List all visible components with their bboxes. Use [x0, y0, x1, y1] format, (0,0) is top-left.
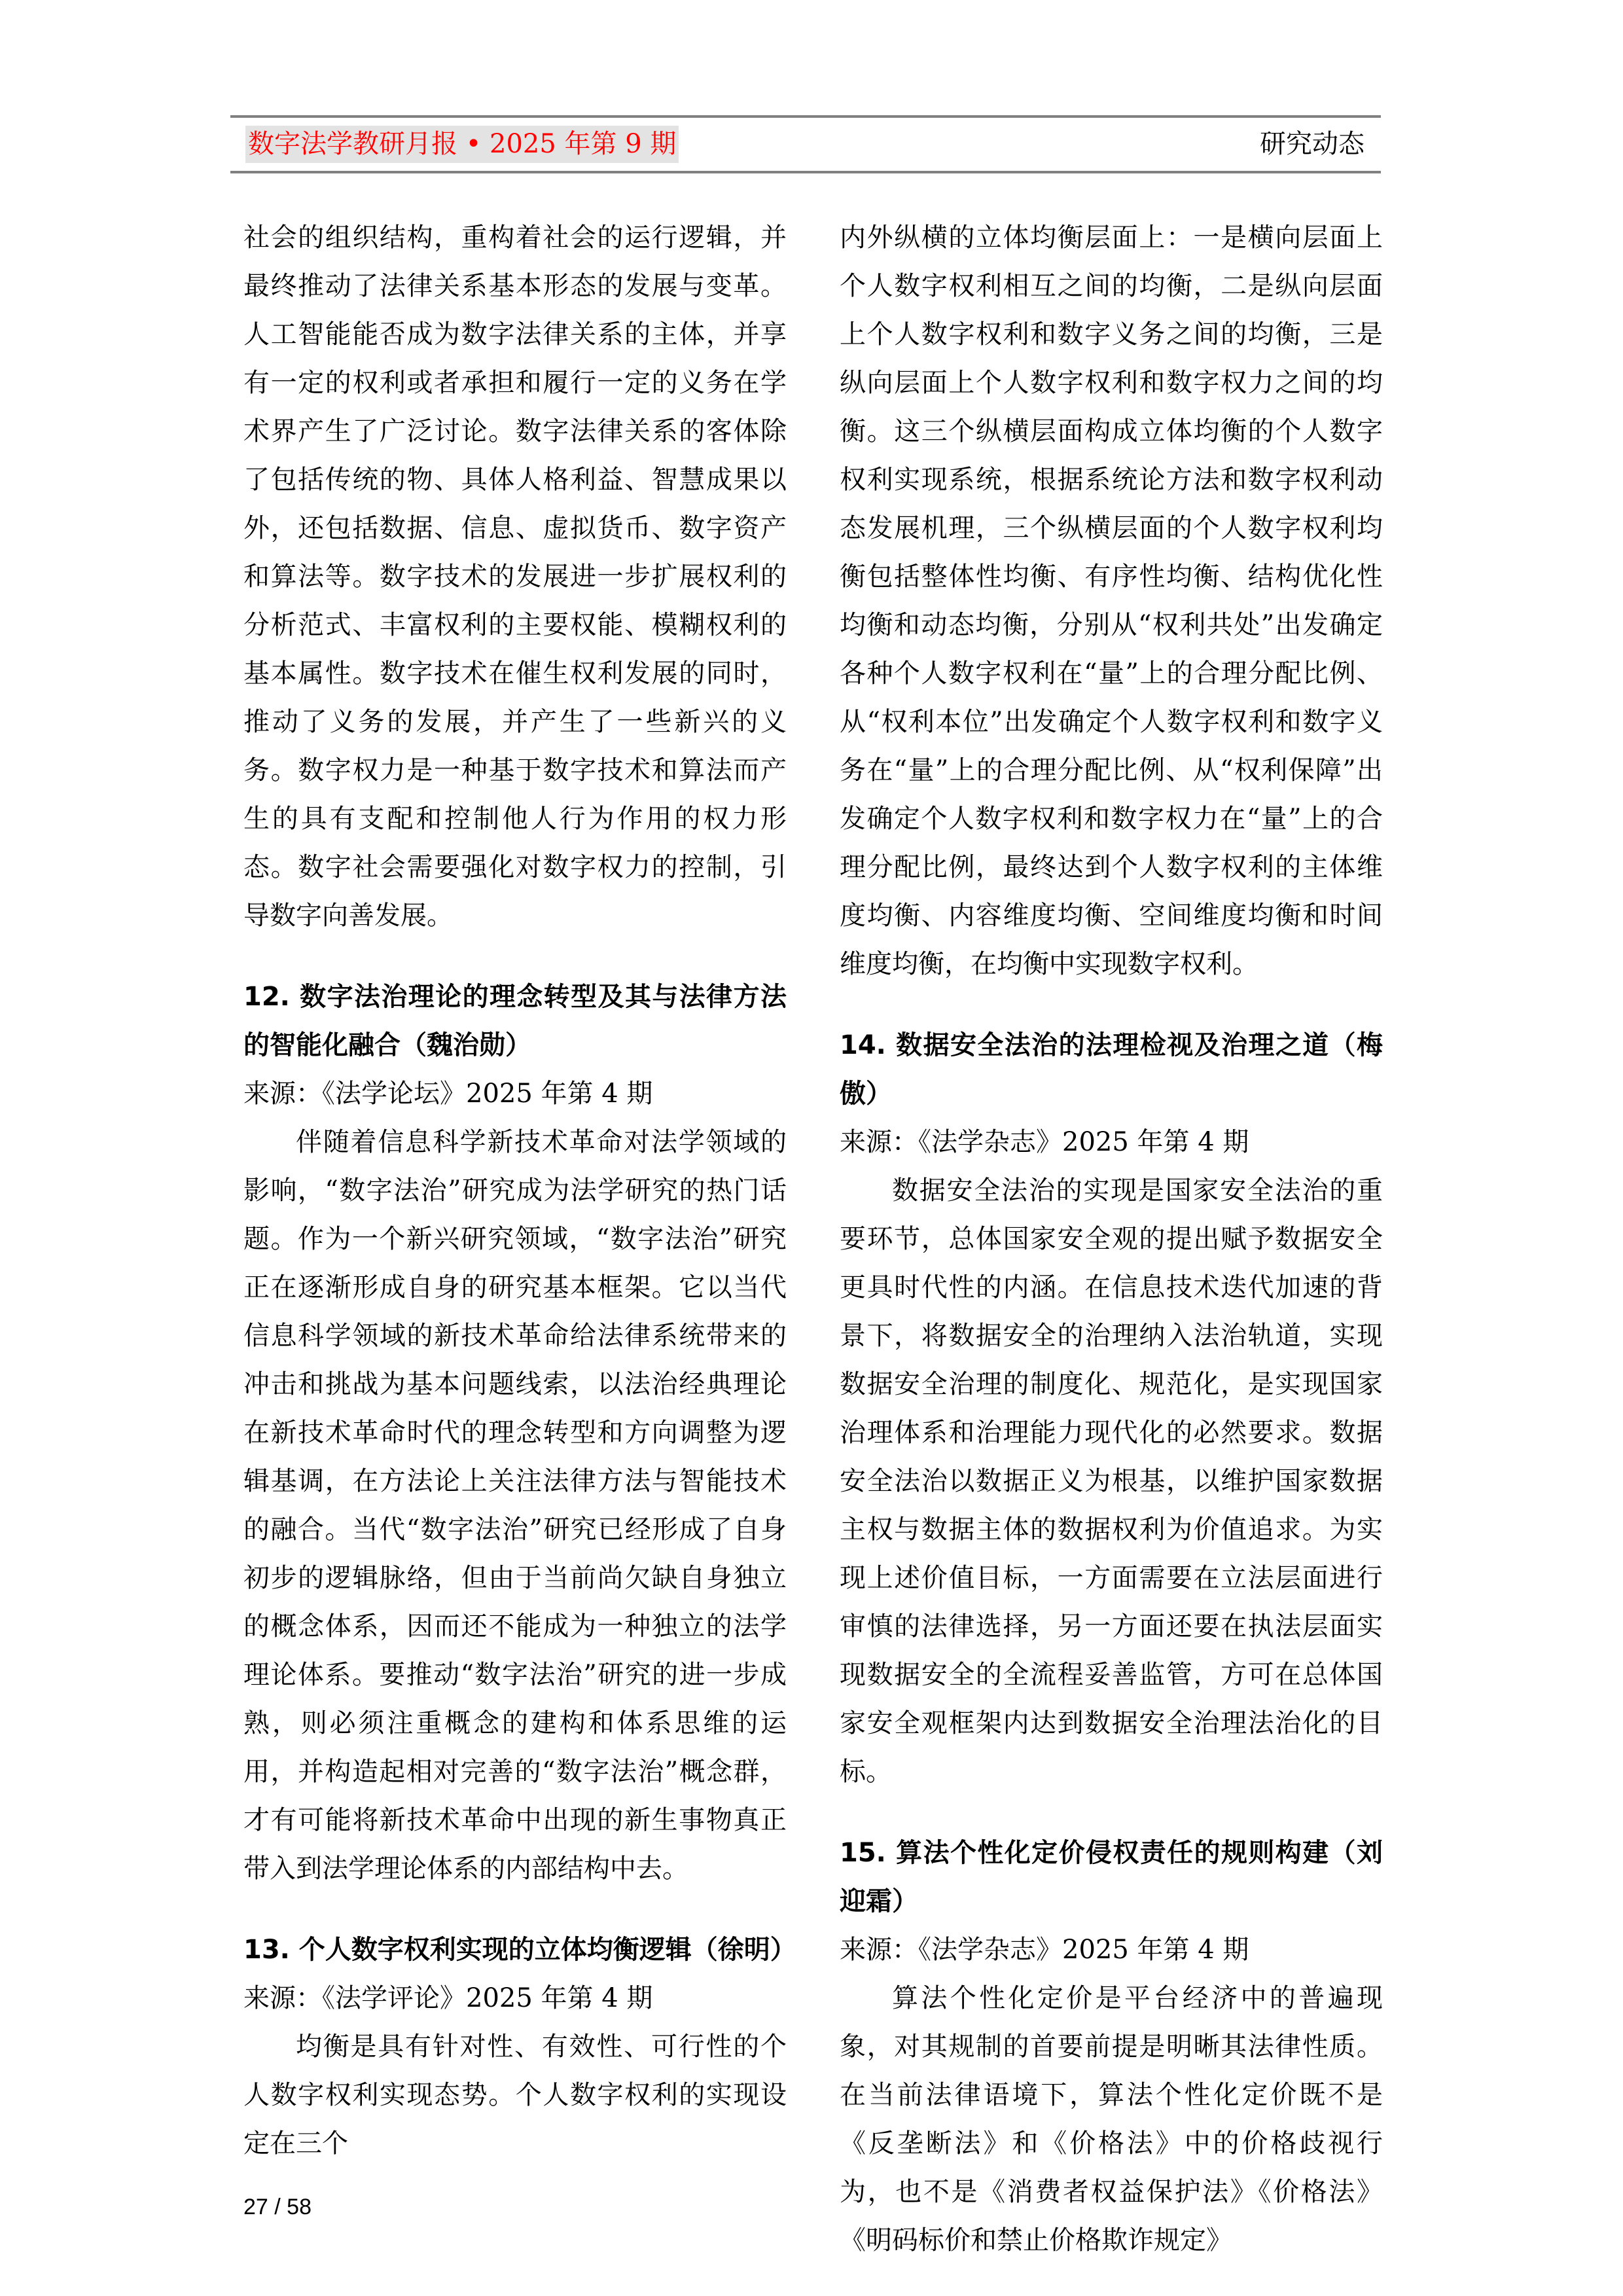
article-15 [840, 1829, 1383, 2265]
continuation-paragraph: 社会的组织结构，重构着社会的运行逻辑，并最终推动了法律关系基本形态的发展与变革。人工智能能否成为数字法律关系的主体，并享有一定的权利或者承担和履行一定的义务在学术界产生了广泛讨论。数字法律关系的客体除了包括传统的物、具体人格利益、智慧成果以外，还包括数据、信息、虚拟货币、数字资产和算法等。数字技术的发展进一步扩展权利的分析范式、丰富权利的主要权能、模糊权利的基本属性。数字技术在催生权利发展的同时，推动了义务的发展，并产生了一些新兴的义务。数字权力是一种基于数字技术和算法而产生的具有支配和控制他人行为作用的权力形态。数字社会需要强化对数字权力的控制，引导数字向善发展。 [243, 223, 787, 931]
article-source: 来源：《法学杂志》2025 年第 4 期 [840, 1935, 1249, 1965]
article-abstract: 伴随着信息科学新技术革命对法学领域的影响，“数字法治”研究成为法学研究的热门话题。作为一个新兴研究领域，“数字法治”研究正在逐渐形成自身的研究基本框架。它以当代信息科学领域的新技术革命给法律系统带来的冲击和挑战为基本问题线索，以法治经典理论在新技术革命时代的理念转型和方向调整为逻辑基调，在方法论上关注法律方法与智能技术的融合。当代“数字法治”研究已经形成了自身初步的逻辑脉络，但由于当前尚欠缺自身独立的概念体系，因而还不能成为一种独立的法学理论体系。要推动“数字法治”研究的进一步成熟，则必须注重概念的建构和体系思维的运用，并构造起相对完善的“数字法治”概念群，才有可能将新技术革命中出现的新生事物真正带入到法学理论体系的内部结构中去。 [243, 1127, 787, 1884]
article-source: 来源：《法学评论》2025 年第 4 期 [243, 1983, 653, 2013]
page-footer [243, 2194, 787, 2220]
article-12 [243, 973, 787, 1893]
section-label: 研究动态 [1260, 129, 1364, 159]
running-header [245, 126, 1371, 163]
left-column [243, 213, 796, 2220]
section-gap [840, 1796, 1383, 1829]
page-number: 27 / 58 [243, 2195, 312, 2219]
article-abstract: 数据安全法治的实现是国家安全法治的重要环节，总体国家安全观的提出赋予数据安全更具时代性的内涵。在信息技术迭代加速的背景下，将数据安全的治理纳入法治轨道，实现数据安全治理的制度化、规范化，是实现国家治理体系和治理能力现代化的必然要求。数据安全法治以数据正义为根基，以维护国家数据主权与数据主体的数据权利为价值追求。为实现上述价值目标，一方面需要在立法层面进行审慎的法律选择，另一方面还要在执法层面实现数据安全的全流程妥善监管，方可在总体国家安全观框架内达到数据安全治理法治化的目标。 [840, 1175, 1383, 1787]
article-abstract: 均衡是具有针对性、有效性、可行性的个人数字权利实现态势。个人数字权利的实现设定在三个 [243, 2032, 787, 2159]
article-14 [840, 1021, 1383, 1796]
header-bottom-rule [230, 171, 1381, 173]
article-title: 12. 数字法治理论的理念转型及其与法律方法的智能化融合（魏治勋） [243, 982, 787, 1060]
article-source: 来源：《法学论坛》2025 年第 4 期 [243, 1079, 653, 1109]
right-column [840, 213, 1383, 2265]
article-title: 13. 个人数字权利实现的立体均衡逻辑（徐明） [243, 1935, 796, 1965]
section-gap [243, 1893, 787, 1926]
section-gap [840, 988, 1383, 1021]
section-gap [243, 940, 787, 973]
article-source: 来源：《法学杂志》2025 年第 4 期 [840, 1127, 1249, 1157]
two-column-body [243, 213, 1383, 2265]
header-top-rule [230, 115, 1381, 118]
article-title: 15. 算法个性化定价侵权责任的规则构建（刘迎霜） [840, 1838, 1383, 1916]
article-title: 14. 数据安全法治的法理检视及治理之道（梅傲） [840, 1030, 1383, 1109]
continuation-paragraph: 内外纵横的立体均衡层面上：一是横向层面上个人数字权利相互之间的均衡，二是纵向层面上个人数字权利和数字义务之间的均衡，三是纵向层面上个人数字权利和数字权力之间的均衡。这三个纵横层面构成立体均衡的个人数字权利实现系统，根据系统论方法和数字权利动态发展机理，三个纵横层面的个人数字权利均衡包括整体性均衡、有序性均衡、结构优化性均衡和动态均衡，分别从“权利共处”出发确定各种个人数字权利在“量”上的合理分配比例、从“权利本位”出发确定个人数字权利和数字义务在“量”上的合理分配比例、从“权利保障”出发确定个人数字权利和数字权力在“量”上的合理分配比例，最终达到个人数字权利的主体维度均衡、内容维度均衡、空间维度均衡和时间维度均衡，在均衡中实现数字权利。 [840, 223, 1383, 979]
journal-title: 数字法学教研月报 • 2025 年第 9 期 [245, 126, 679, 163]
article-abstract: 算法个性化定价是平台经济中的普遍现象，对其规制的首要前提是明晰其法律性质。在当前法律语境下，算法个性化定价既不是《反垄断法》和《价格法》中的价格歧视行为，也不是《消费者权益保护法》《价格法》《明码标价和禁止价格欺诈规定》 [840, 1983, 1383, 2255]
article-13 [243, 1926, 796, 2168]
